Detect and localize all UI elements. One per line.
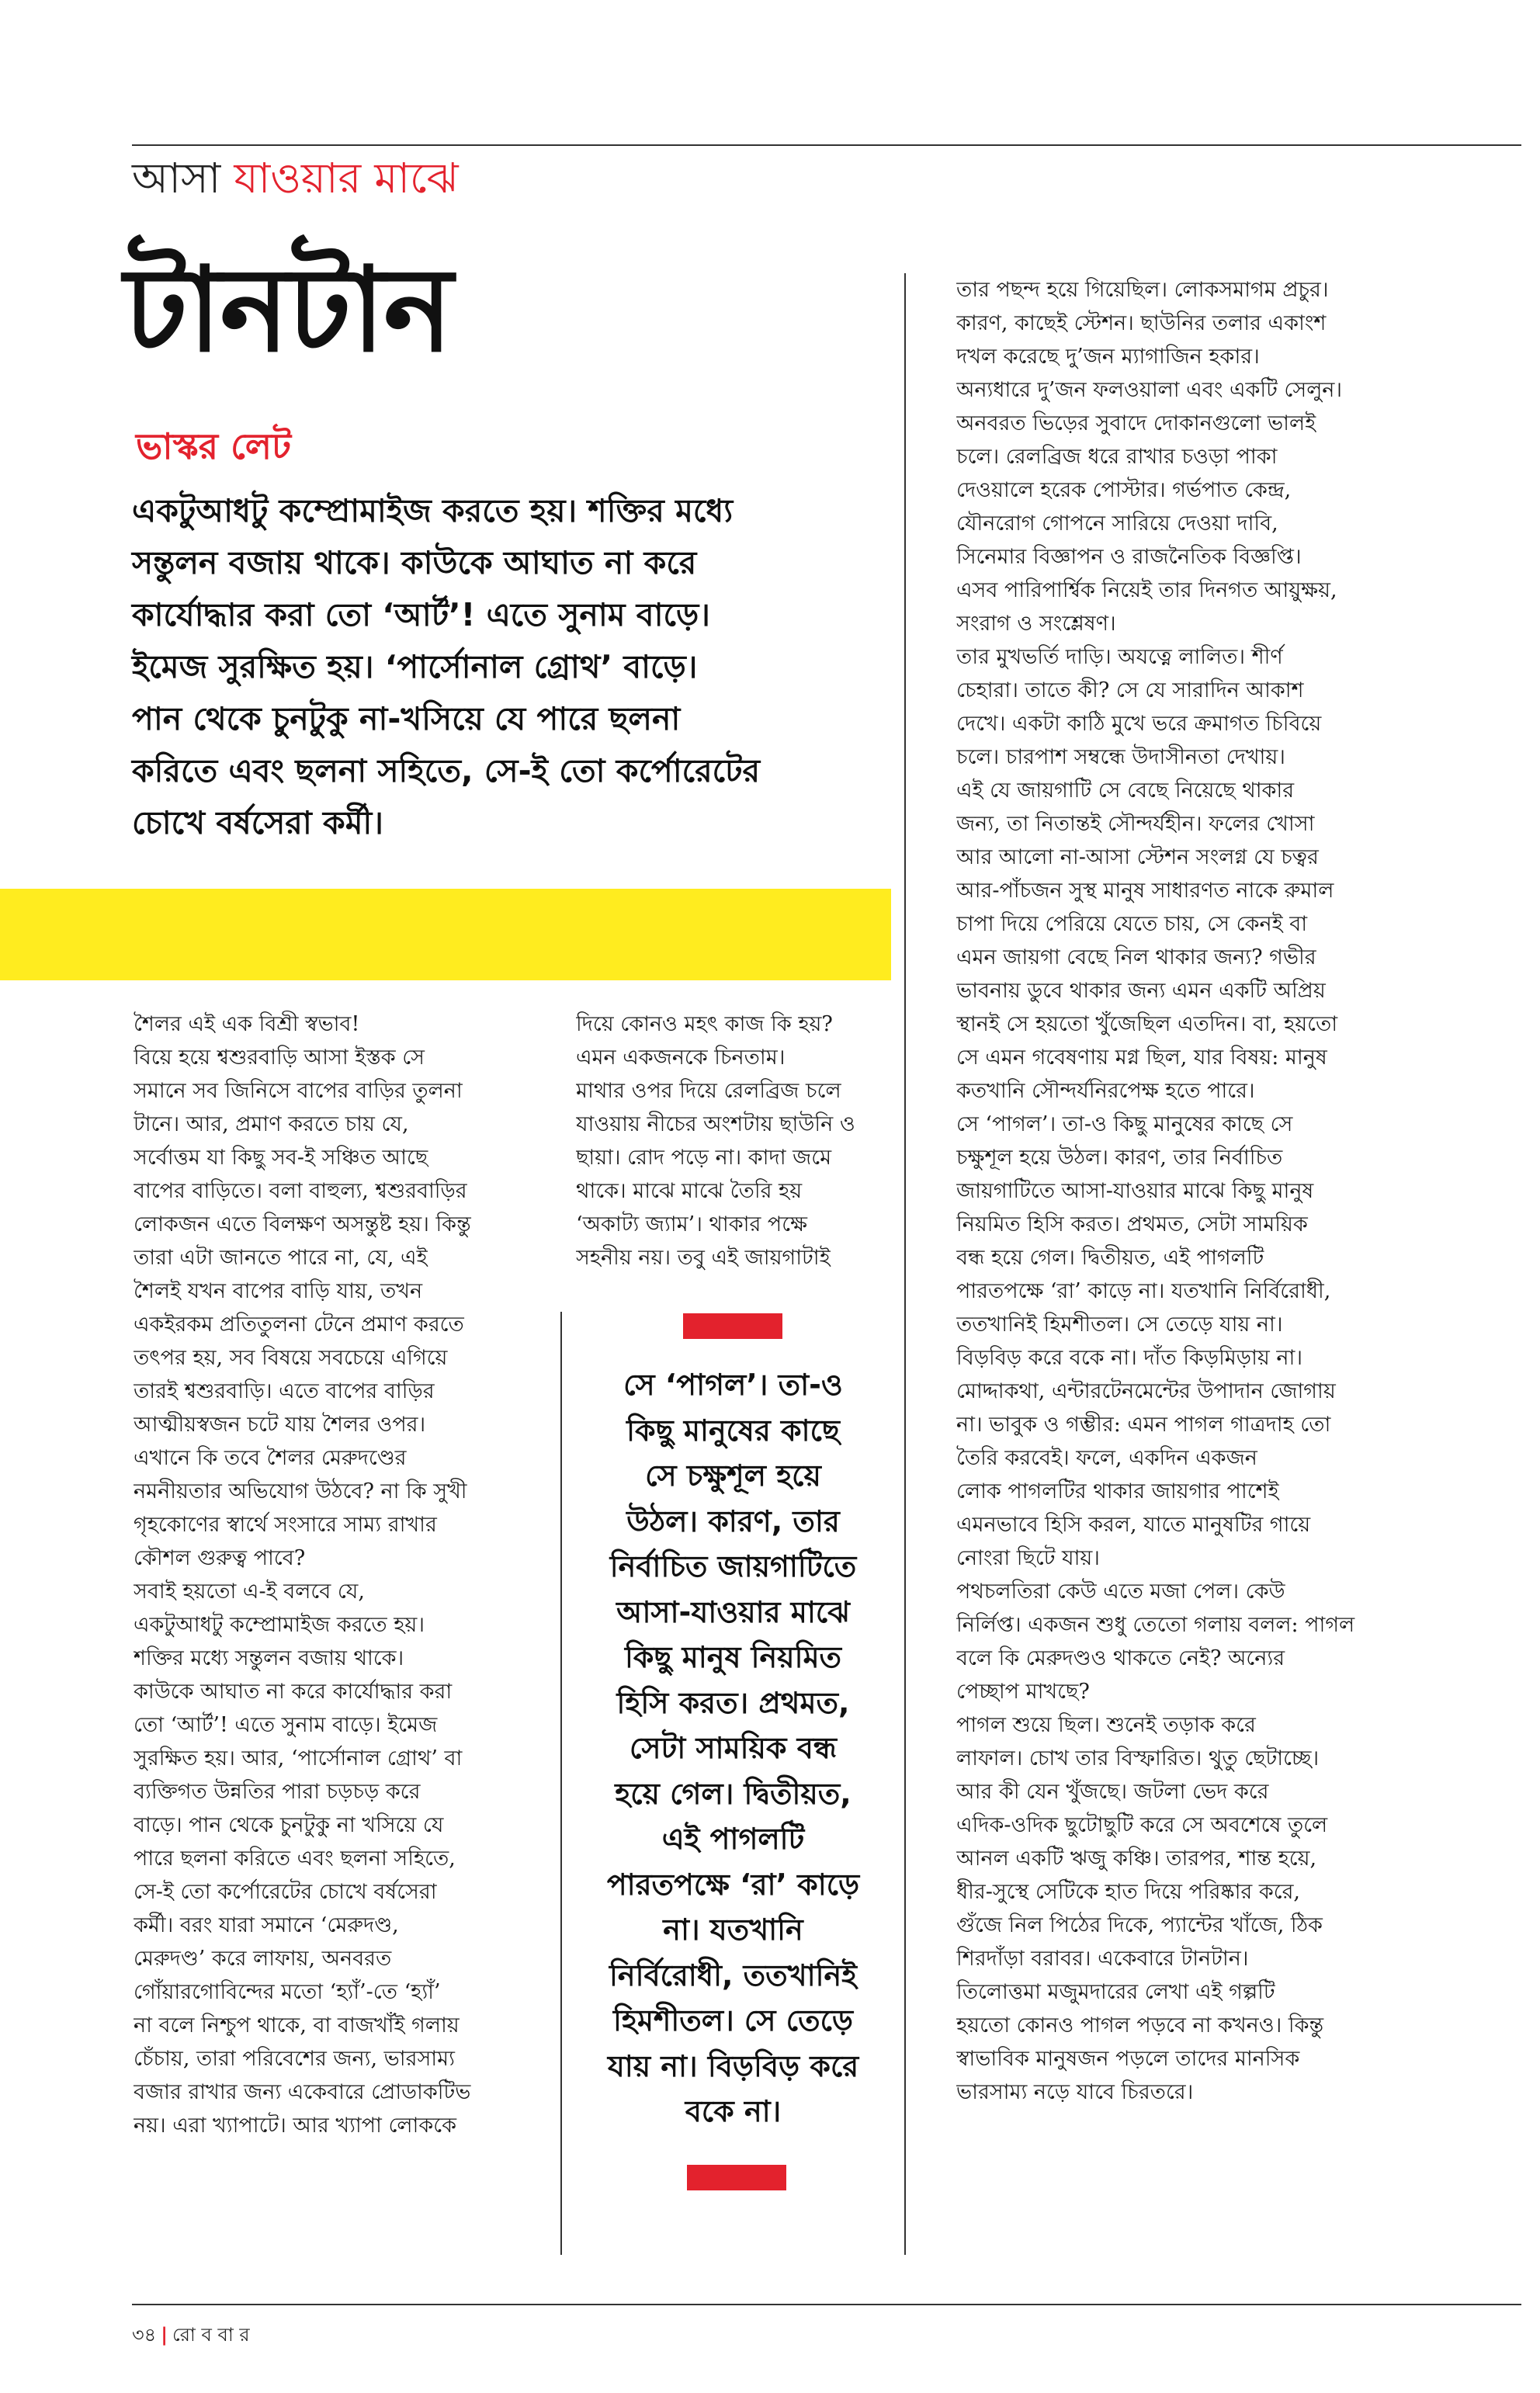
body-line: বলে কি মেরুদণ্ডও থাকতে নেই? অন্যের	[956, 1646, 1285, 1670]
body-line: তৎপর হয়, সব বিষয়ে সবচেয়ে এগিয়ে	[134, 1346, 448, 1370]
magazine-name: রো ব বা র	[172, 2324, 250, 2346]
body-line: তারই শ্বশুরবাড়ি। এতে বাপের বাড়ির	[134, 1379, 435, 1403]
pullquote-line: কিছু মানুষের কাছে	[626, 1413, 840, 1448]
body-line: এমনভাবে হিসি করল, যাতে মানুষটির গায়ে	[956, 1513, 1311, 1537]
body-line: চলে। চারপাশ সম্বন্ধে উদাসীনতা দেখায়।	[956, 745, 1285, 769]
pullquote-line: উঠল। কারণ, তার	[626, 1503, 840, 1538]
page-number: ৩৪	[132, 2324, 157, 2346]
body-line: বাপের বাড়িতে। বলা বাহুল্য, শ্বশুরবাড়ির	[134, 1179, 467, 1203]
pullquote-line: হিসি করত। প্রথমত,	[616, 1685, 850, 1720]
body-line: কাউকে আঘাত না করে কার্যোদ্ধার করা	[134, 1680, 453, 1704]
pullquote-line: নির্বিরোধী, ততখানিই	[609, 1958, 857, 1992]
body-line: চেহারা। তাতে কী? সে যে সারাদিন আকাশ	[956, 678, 1304, 702]
body-line: মোদ্দাকথা, এন্টারটেনমেন্টের উপাদান জোগায়	[956, 1379, 1336, 1403]
body-line: নমনীয়তার অভিযোগ উঠবে? না কি সুখী	[134, 1479, 467, 1503]
body-line: একটুআধটু কম্প্রোমাইজ করতে হয়।	[134, 1613, 425, 1637]
body-line: যাওয়ায় নীচের অংশটায় ছাউনি ও	[576, 1112, 855, 1136]
body-line: বিয়ে হয়ে শ্বশুরবাড়ি আসা ইস্তক সে	[134, 1046, 425, 1070]
pullquote-line: হিমশীতল। সে তেড়ে	[612, 2003, 853, 2038]
pullquote	[576, 1362, 890, 2135]
body-line: যৌনরোগ গোপনে সারিয়ে দেওয়া দাবি,	[956, 512, 1278, 536]
body-line: ধীর-সুস্থে সেটিকে হাত দিয়ে পরিষ্কার করে,	[956, 1880, 1301, 1904]
body-line: লোকজন এতে বিলক্ষণ অসন্তুষ্ট হয়। কিন্তু	[134, 1212, 471, 1236]
body-line: মাথার ওপর দিয়ে রেলব্রিজ চলে	[576, 1079, 841, 1103]
bottom-rule	[132, 2304, 1521, 2305]
body-line: ততখানিই হিমশীতল। সে তেড়ে যায় না।	[956, 1313, 1283, 1337]
pullquote-line: হয়ে গেল। দ্বিতীয়ত,	[615, 1776, 852, 1811]
body-line: সবাই হয়তো এ-ই বলবে যে,	[134, 1580, 365, 1604]
article-title: টানটান	[124, 243, 452, 378]
body-line: ছায়া। রোদ পড়ে না। কাদা জমে	[576, 1146, 832, 1170]
body-line: দেওয়ালে হরেক পোস্টার। গর্ভপাত কেন্দ্র,	[956, 478, 1292, 502]
body-line: সে-ই তো কর্পোরেটের চোখে বর্ষসেরা	[134, 1880, 437, 1904]
body-line: জন্য, তা নিতান্তই সৌন্দর্যহীন। ফলের খোসা	[956, 812, 1315, 836]
body-line: তার মুখভর্তি দাড়ি। অযত্নে লালিত। শীর্ণ	[956, 645, 1283, 669]
body-line: থাকে। মাঝে মাঝে তৈরি হয়	[576, 1179, 803, 1203]
highlight-band	[0, 889, 891, 980]
body-line: আনল একটি ঋজু কঞ্চি। তারপর, শান্ত হয়ে,	[956, 1847, 1317, 1871]
pullquote-line: সে চক্ষুশূল হয়ে	[645, 1458, 821, 1493]
body-line: গৃহকোণের স্বার্থে সংসারে সাম্য রাখার	[134, 1513, 437, 1537]
body-line: এমন একজনকে চিনতাম।	[576, 1046, 786, 1070]
body-line: ব্যক্তিগত উন্নতির পারা চড়চড় করে	[134, 1780, 421, 1804]
body-line: শৈলর এই এক বিশ্রী স্বভাব!	[134, 1012, 360, 1036]
body-line: নয়। এরা খ্যাপাটে। আর খ্যাপা লোককে	[134, 2114, 456, 2138]
body-line: এদিক-ওদিক ছুটোছুটি করে সে অবশেষে তুলে	[956, 1813, 1328, 1837]
body-line: সিনেমার বিজ্ঞাপন ও রাজনৈতিক বিজ্ঞপ্তি।	[956, 545, 1302, 569]
body-line: দখল করেছে দু’জন ম্যাগাজিন হকার।	[956, 345, 1260, 369]
body-line: সে ‘পাগল’। তা-ও কিছু মানুষের কাছে সে	[956, 1112, 1293, 1136]
body-line: সুরক্ষিত হয়। আর, ‘পার্সোনাল গ্রোথ’ বা	[134, 1746, 463, 1770]
body-line: কৌশল গুরুত্ব পাবে?	[134, 1546, 306, 1570]
body-line: কতখানি সৌন্দর্যনিরপেক্ষ হতে পারে।	[956, 1079, 1255, 1103]
body-line: কর্মী। বরং যারা সমানে ‘মেরুদণ্ড,	[134, 1913, 399, 1937]
article-author: ভাস্কর লেট	[136, 425, 292, 467]
section-header-part2: যাওয়ার মাঝে	[234, 154, 459, 203]
body-line: স্থানই সে হয়তো খুঁজেছিল এতদিন। বা, হয়তো	[956, 1012, 1338, 1036]
body-line: বন্ধ হয়ে গেল। দ্বিতীয়ত, এই পাগলটি	[956, 1246, 1264, 1270]
body-line: পারে ছলনা করিতে এবং ছলনা সহিতে,	[134, 1847, 456, 1871]
body-line: পথচলতিরা কেউ এতে মজা পেল। কেউ	[956, 1580, 1285, 1604]
page-footer	[132, 2323, 250, 2346]
body-line: হয়তো কোনও পাগল পড়বে না কখনও। কিন্তু	[956, 2013, 1324, 2038]
pullquote-line: আসা-যাওয়ার মাঝে	[616, 1594, 850, 1629]
body-line: গুঁজে নিল পিঠের দিকে, প্যান্টের খাঁজে, ঠিক	[956, 1913, 1323, 1937]
body-line: না বলে নিশ্চুপ থাকে, বা বাজখাঁই গলায়	[134, 2013, 460, 2038]
body-line: কারণ, কাছেই স্টেশন। ছাউনির তলার একাংশ	[956, 311, 1327, 335]
body-line: লোক পাগলটির থাকার জায়গার পাশেই	[956, 1479, 1279, 1503]
footer-separator: |	[161, 2324, 168, 2346]
pullquote-line: কিছু মানুষ নিয়মিত	[624, 1640, 842, 1674]
body-line: সে এমন গবেষণায় মগ্ন ছিল, যার বিষয়: মানুষ	[956, 1046, 1327, 1070]
body-line: ভাবনায় ডুবে থাকার জন্য এমন একটি অপ্রিয়	[956, 979, 1326, 1003]
body-line: মেরুদণ্ড’ করে লাফায়, অনবরত	[134, 1947, 392, 1971]
body-line: শৈলই যখন বাপের বাড়ি যায়, তখন	[134, 1279, 423, 1303]
pullquote-line: যায় না। বিড়বিড় করে	[607, 2048, 859, 2083]
body-line: সংরাগ ও সংশ্লেষণ।	[956, 612, 1116, 636]
body-line: নিয়মিত হিসি করত। প্রথমত, সেটা সাময়িক	[956, 1212, 1308, 1236]
body-line: সর্বোত্তম যা কিছু সব-ই সঞ্চিত আছে	[134, 1146, 428, 1170]
body-line: গোঁয়ারগোবিন্দের মতো ‘হ্যাঁ’-তে ‘হ্যাঁ’	[134, 1980, 441, 2004]
body-line: অনবরত ভিড়ের সুবাদে দোকানগুলো ভালই	[956, 411, 1316, 435]
lead-paragraph	[132, 485, 908, 849]
body-line: আর আলো না-আসা স্টেশন সংলগ্ন যে চত্বর	[956, 845, 1319, 869]
body-column-1	[134, 1007, 537, 2142]
body-line: এসব পারিপার্শ্বিক নিয়েই তার দিনগত আয়ুক্ষয়,	[956, 578, 1337, 602]
body-line: চলে। রেলব্রিজ ধরে রাখার চওড়া পাকা	[956, 445, 1278, 469]
body-line: স্বাভাবিক মানুষজন পড়লে তাদের মানসিক	[956, 2047, 1300, 2071]
body-line: তারা এটা জানতে পারে না, যে, এই	[134, 1246, 428, 1270]
body-line: টানে। আর, প্রমাণ করতে চায় যে,	[134, 1112, 409, 1136]
pullquote-line: সেটা সাময়িক বন্ধ	[629, 1731, 837, 1765]
body-line: অন্যধারে দু’জন ফলওয়ালা এবং একটি সেলুন।	[956, 378, 1343, 402]
body-line: সহনীয় নয়। তবু এই জায়গাটাই	[576, 1246, 831, 1270]
body-line: চেঁচায়, তারা পরিবেশের জন্য, ভারসাম্য	[134, 2047, 455, 2071]
body-line: না। ভাবুক ও গম্ভীর: এমন পাগল গাত্রদাহ তো	[956, 1413, 1331, 1437]
pullquote-line: পারতপক্ষে ‘রা’ কাড়ে	[606, 1867, 860, 1902]
body-line: জায়গাটিতে আসা-যাওয়ার মাঝে কিছু মানুষ	[956, 1179, 1314, 1203]
lead-line: কার্যোদ্ধার করা তো ‘আর্ট’! এতে সুনাম বাড়ে।	[132, 596, 710, 633]
pullquote-top-bar	[683, 1313, 782, 1339]
body-line: চক্ষুশূল হয়ে উঠল। কারণ, তার নির্বাচিত	[956, 1146, 1283, 1170]
pullquote-line: এই পাগলটি	[661, 1822, 805, 1856]
lead-line: করিতে এবং ছলনা সহিতে, সে-ই তো কর্পোরেটের	[132, 752, 761, 789]
lead-line: ইমেজ সুরক্ষিত হয়। ‘পার্সোনাল গ্রোথ’ বাড়ে।	[132, 648, 698, 685]
top-rule	[132, 144, 1521, 146]
body-line: নির্লিপ্ত। একজন শুধু তেতো গলায় বলল: পাগল	[956, 1613, 1355, 1637]
body-line: ‘অকাট্য জ্যাম’। থাকার পক্ষে	[576, 1212, 807, 1236]
body-line: শিরদাঁড়া বরাবর। একেবারে টানটান।	[956, 1947, 1249, 1971]
body-line: দেখে। একটা কাঠি মুখে ভরে ক্রমাগত চিবিয়ে	[956, 712, 1322, 736]
body-line: এখানে কি তবে শৈলর মেরুদণ্ডের	[134, 1446, 407, 1470]
pullquote-bottom-bar	[687, 2165, 786, 2190]
lead-line: সন্তুলন বজায় থাকে। কাউকে আঘাত না করে	[132, 544, 697, 581]
lead-line: চোখে বর্ষসেরা কর্মী।	[132, 804, 383, 841]
body-line: এই যে জায়গাটি সে বেছে নিয়েছে থাকার	[956, 779, 1295, 803]
lead-line: পান থেকে চুনটুকু না-খসিয়ে যে পারে ছলনা	[132, 700, 681, 737]
body-line: আত্মীয়স্বজন চটে যায় শৈলর ওপর।	[134, 1413, 426, 1437]
pullquote-line: সে ‘পাগল’। তা-ও	[623, 1368, 843, 1402]
body-line: একইরকম প্রতিতুলনা টেনে প্রমাণ করতে	[134, 1313, 464, 1337]
body-line: বজার রাখার জন্য একেবারে প্রোডাকটিভ	[134, 2080, 471, 2104]
body-line: তো ‘আর্ট’! এতে সুনাম বাড়ে। ইমেজ	[134, 1713, 438, 1737]
body-line: পারতপক্ষে ‘রা’ কাড়ে না। যতখানি নির্বিরোধী,	[956, 1279, 1331, 1303]
body-line: নোংরা ছিটে যায়।	[956, 1546, 1100, 1570]
body-line: লাফাল। চোখ তার বিস্ফারিত। থুতু ছেটাচ্ছে।	[956, 1746, 1320, 1770]
body-column-2	[576, 1007, 886, 1275]
body-line: আর-পাঁচজন সুস্থ মানুষ সাধারণত নাকে রুমাল	[956, 879, 1334, 903]
body-line: পাগল শুয়ে ছিল। শুনেই তড়াক করে	[956, 1713, 1256, 1737]
lead-line: একটুআধটু কম্প্রোমাইজ করতে হয়। শক্তির মধ্যে	[132, 492, 734, 529]
body-line: তৈরি করবেই। ফলে, একদিন একজন	[956, 1446, 1257, 1470]
section-header	[132, 151, 459, 206]
pullquote-line: নির্বাচিত জায়গাটিতে	[609, 1549, 857, 1583]
body-line: আর কী যেন খুঁজছে। জটলা ভেদ করে	[956, 1780, 1269, 1804]
body-line: এমন জায়গা বেছে নিল থাকার জন্য? গভীর	[956, 945, 1316, 969]
body-line: চাপা দিয়ে পেরিয়ে যেতে চায়, সে কেনই বা	[956, 912, 1308, 936]
body-line: বাড়ে। পান থেকে চুনটুকু না খসিয়ে যে	[134, 1813, 444, 1837]
column-rule	[560, 1312, 562, 2255]
pullquote-line: না। যতখানি	[663, 1913, 803, 1947]
body-line: পেচ্ছাপ মাখছে?	[956, 1680, 1090, 1704]
column-rule	[904, 273, 906, 2255]
body-line: তার পছন্দ হয়ে গিয়েছিল। লোকসমাগম প্রচুর।	[956, 278, 1329, 302]
body-line: শক্তির মধ্যে সন্তুলন বজায় থাকে।	[134, 1646, 404, 1670]
pullquote-line: বকে না।	[685, 2094, 782, 2128]
body-line: দিয়ে কোনও মহৎ কাজ কি হয়?	[576, 1012, 833, 1036]
body-column-3	[956, 273, 1422, 2109]
body-line: তিলোত্তমা মজুমদারের লেখা এই গল্পটি	[956, 1980, 1275, 2004]
section-header-part1: আসা	[132, 154, 221, 203]
body-line: ভারসাম্য নড়ে যাবে চিরতরে।	[956, 2080, 1194, 2104]
body-line: সমানে সব জিনিসে বাপের বাড়ির তুলনা	[134, 1079, 463, 1103]
body-line: বিড়বিড় করে বকে না। দাঁত কিড়মিড়ায় না।	[956, 1346, 1302, 1370]
